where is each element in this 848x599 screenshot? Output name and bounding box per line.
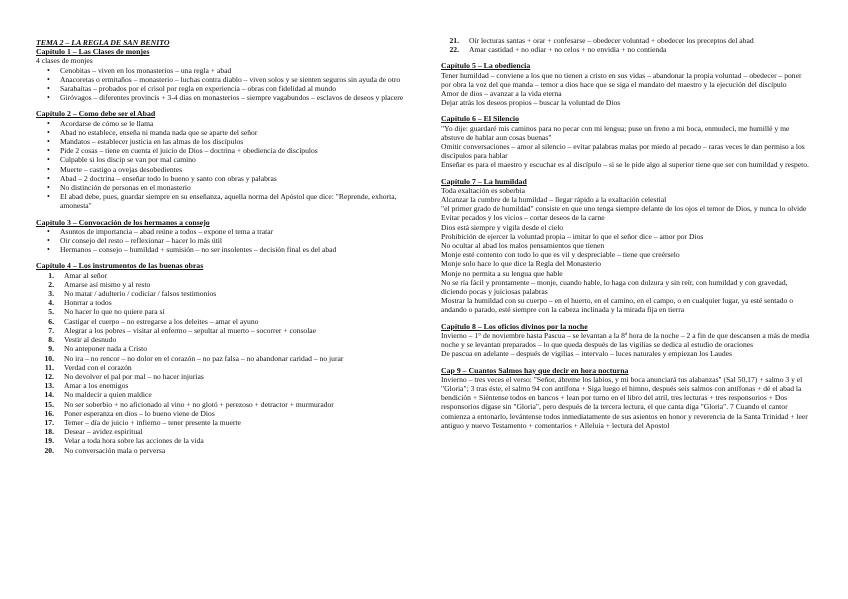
numbered-item	[48, 298, 416, 308]
chapter-4-title: Capítulo 4 – Los instrumentos de las buenas obras	[36, 261, 204, 271]
numbered-item	[44, 417, 416, 427]
item-number: 15.	[44, 399, 54, 409]
item-text: Amarse así mismo y al resto	[64, 279, 151, 289]
chapter-3	[36, 218, 416, 255]
item-number: 4.	[48, 298, 54, 308]
paragraph-line: Invierno – tres veces el verso: "Señor, ábreme los labios, y mi boca anunciará tus alabanzas" (Sal 50,17) + salmo 3 y el "Gloria"; 3 tras éste, el salmo 94 con antífona + Siga luego el himno, después seis salmos con antífonas + dé el abad la bendición + Siéntense todos en bancos + lean por turno en el libro del atril, tres lecturas + tres responsorios + Dos responsorios dígase sin "Gloria", pero después de la tercera lectura, el que canta diga "Gloria". 7 Cuando el cantor comienza a entonarlo, levántense todos inmediatamente de sus asientos en honor y reverencia de la Santa Trinidad + leer antiguo y nuevo Testamento + comentarios + Alleluia + lectura del Apostol	[441, 374, 808, 430]
paragraph-line: Prohibición de ejercer la voluntad propia – imitar lo que el señor dice – amor por Dios	[441, 231, 704, 241]
list-item: • Abad – 2 doctrina – enseñar todo lo bueno y santo con obras y palabras	[60, 174, 416, 183]
chapter-3-title: Capítulo 3 – Convocación de los hermanos a consejo	[36, 217, 210, 227]
item-number: 11.	[44, 362, 54, 372]
item-text: No ira – no rencor – no dolor en el corazón – no paz falsa – no abandonar caridad – no jurar	[64, 353, 344, 363]
chapter-4-continued	[441, 36, 813, 54]
paragraph-line: Toda exaltación es soberbia	[441, 185, 526, 195]
paragraph-line: Monje esté contento con todo lo que es vil y despreciable – tiene que creérselo	[441, 250, 680, 260]
item-text: No matar / adulterio / codiciar / falsos testimonios	[64, 289, 217, 299]
numbered-item	[44, 427, 416, 437]
numbered-item	[44, 399, 416, 409]
item-text: Vestir al desnudo	[64, 335, 117, 345]
paragraph-line: Mostrar la humildad con su cuerpo – en el huerto, en el camino, en el campo, o en cualquier lugar, ya esté sentado o andando o parado, esté siempre con la cabeza inclinada y la mirada fija en tierra	[441, 296, 794, 315]
paragraph-line: Monje no permita a su lengua que hable	[441, 268, 563, 278]
chapter-4-list	[36, 271, 416, 455]
numbered-item	[48, 344, 416, 354]
item-text: Honrrar a todos	[64, 298, 112, 308]
numbered-item	[44, 381, 416, 391]
chapter-2	[36, 109, 416, 210]
paragraph-line: "el primer grado de humildad" consiste en que uno tenga siempre delante de los ojos el temor de Dios, y nunca lo olvide	[441, 204, 807, 214]
item-text: Poner esperanza en dios – lo bueno viene de Dios	[64, 408, 215, 418]
paragraph-line: "Yo dije: guardaré mis caminos para no pecar con mi lengua; puse un freno a mi boca, enmudecí, me humillé y me abstuve de hablar aun cosas buenas"	[441, 123, 790, 142]
list-item: • Culpable si los discip se van por mal camino	[60, 155, 416, 164]
item-number: 1.	[48, 270, 54, 280]
list-item: • Hermanos – consejo – humildad + sumisión – no ser insolentes – decisión final es del abad	[60, 245, 416, 254]
chapter-8	[441, 322, 813, 359]
chapter-1-intro: 4 clases de monjes	[36, 56, 93, 66]
item-number: 9.	[48, 344, 54, 354]
list-item: • Sarabaítas – probados por el crisol por regla en experiencia – obras con fidelidad al mundo	[60, 84, 416, 93]
paragraph-line: Monje solo hace lo que dice la Regla del Monasterio	[441, 259, 602, 269]
numbered-item	[44, 445, 416, 455]
numbered-item	[44, 408, 416, 418]
paragraph-line: Dios está siempre y vigila desde el cielo	[441, 222, 564, 232]
chapter-8-title: Capítulo 8 – Los oficios divinos por la noche	[441, 321, 588, 331]
numbered-item	[44, 362, 416, 372]
item-number: 22.	[449, 45, 459, 55]
paragraph-line: No se ría fácil y prontamente – monje, cuando hable, lo haga con dulzura y sin reír, con humildad y con gravedad, diciendo pocas y juiciosas palabras	[441, 277, 788, 297]
numbered-item	[44, 436, 416, 446]
paragraph-line: No ocultar al abad los malos pensamientos que tienen	[441, 241, 605, 251]
item-number: 12.	[44, 371, 54, 381]
numbered-item	[48, 325, 416, 335]
item-number: 5.	[48, 307, 54, 317]
list-item: • Asuntos de importancia – abad reúne a todos – expone el tema a tratar	[60, 227, 416, 236]
item-number: 2.	[48, 279, 54, 289]
item-number: 16.	[44, 408, 54, 418]
item-text: Alegrar a los pobres – visitar al enfermo – sepultar al muerto – socorrer + consolae	[64, 325, 317, 335]
list-item: • Acordarse de cómo se le llama	[60, 119, 416, 128]
item-number: 19.	[44, 436, 54, 446]
chapter-9-title: Cap 9 – Cuantos Salmos hay que decir en hora nocturna	[441, 365, 629, 375]
item-number: 18.	[44, 427, 54, 437]
chapter-9	[441, 366, 813, 430]
chapter-7-title: Capítulo 7 – La humildad	[441, 176, 527, 186]
list-item: • Muerte – castigo a ovejas desobedientes	[60, 165, 416, 174]
paragraph-line: Evitar pecados y los vicios – cortar deseos de la carne	[441, 213, 605, 223]
paragraph-line: Invierno – 1° de noviembre hasta Pascua – se levantan a la 8ª hora de la noche – 2 a fin de que descansen a más de media noche y se levantan preparados – lo que queda después de las vigilias se dedica al estudio de oraciones	[441, 330, 810, 350]
paragraph-line: Alcanzar la cumbre de la humildad – llegar rápido a la exaltación celestial	[441, 195, 667, 205]
item-text: No conversación mala o perversa	[64, 445, 166, 455]
paragraph-line: Omitir conversaciones – amor al silencio – evitar palabras malas por miedo al pecado – raras veces le dan permiso a los discípulos para hablar	[441, 142, 805, 161]
chapter-1-title: Capítulo 1 – Las Clases de monjes	[36, 47, 150, 57]
numbered-item	[449, 45, 813, 55]
numbered-item	[48, 307, 416, 317]
item-text: No anteponer nada a Cristo	[64, 344, 148, 354]
chapter-2-title: Capítulo 2 – Como debe ser el Abad	[36, 109, 156, 119]
numbered-item	[449, 36, 813, 45]
list-item: • Pide 2 cosas – tiene en cuenta el juicio de Dios – doctrina + obediencia de discípulos	[60, 146, 416, 155]
list-item: • No distinción de personas en el monasterio	[60, 183, 416, 192]
list-item: • Cenobitas – viven en los monasterios – una regla + abad	[60, 66, 416, 75]
item-text: No ser soberbio + no aficionado al vino + no glotó + perezoso + detractor + murmurador	[64, 399, 334, 409]
chapter-5-title: Capítulo 5 – La obediencia	[441, 61, 531, 71]
left-column	[36, 38, 416, 462]
chapter-7	[441, 177, 813, 315]
numbered-item	[48, 289, 416, 299]
item-number: 13.	[44, 381, 54, 391]
paragraph-line: De pascua en adelante – después de vigilias – intervalo – luces naturales y empiezan los Laudes	[441, 349, 732, 359]
item-text: Temer – día de juicio + infierno – tener presente la muerte	[64, 417, 241, 427]
item-number: 14.	[44, 390, 54, 400]
list-item: • Oir consejo del resto – reflexionar – hacer lo más útil	[60, 236, 416, 245]
list-item: • Abad no establece, enseña ni manda nada que se aparte del señor	[60, 128, 416, 137]
paragraph-line: Tener humildad – conviene a los que no tienen a cristo en sus vidas – abandonar la propia voluntad – obedecer – poner por obra la voz del que manda – temor a dios hace que se siga el mandato del maestro y la ejecución del discípulo	[441, 70, 802, 89]
item-number: 10.	[44, 353, 54, 363]
item-text: Oír lecturas santas + orar + confesarse – obedecer voluntad + obedecer los preceptos del abad	[469, 36, 754, 45]
item-text: No hacer lo que no quiere para sí	[64, 307, 165, 317]
chapter-6	[441, 114, 813, 169]
item-text: No maldecir a quien maldice	[64, 390, 152, 400]
item-number: 20.	[44, 445, 54, 455]
numbered-item	[48, 279, 416, 289]
chapter-1	[36, 47, 416, 102]
item-number: 7.	[48, 325, 54, 335]
item-number: 17.	[44, 417, 54, 427]
item-number: 21.	[449, 36, 459, 45]
list-item: • Mandatos – establecer justicia en las almas de los discípulos	[60, 137, 416, 146]
numbered-item	[48, 270, 416, 280]
chapter-3-list	[36, 227, 416, 255]
item-text: Verdad con el corazón	[64, 362, 132, 372]
chapter-4	[36, 261, 416, 454]
item-text: No devolver el pal por mal – no hacer injurias	[64, 371, 204, 381]
chapter-1-list	[36, 66, 416, 103]
chapter-4-continued-list	[441, 36, 813, 54]
item-text: Castigar el cuerpo – no estregarse a los deleites – amar el ayuno	[64, 316, 259, 326]
numbered-item	[48, 316, 416, 326]
list-item: • El abad debe, pues, guardar siempre en su enseñanza, aquella norma del Apóstol que dice: "Reprende, exhorta, amonesta"	[60, 192, 416, 210]
item-number: 3.	[48, 289, 54, 299]
numbered-item	[44, 353, 416, 363]
item-number: 8.	[48, 335, 54, 345]
item-text: Velar a toda hora sobre las acciones de la vida	[64, 436, 204, 446]
paragraph-line: Enseñar es para el maestro y escuchar es al discípulo – si se le pide algo al superior tiene que ser con humildad y respeto.	[441, 160, 809, 170]
chapter-5	[441, 61, 813, 107]
numbered-item	[44, 390, 416, 400]
item-text: Amar a los enemigos	[64, 381, 129, 391]
paragraph-line: Amor de dios – avanzar a la vida eterna	[441, 89, 562, 99]
paragraph-line: Dejar atrás los deseos propios – buscar la voluntad de Dios	[441, 98, 621, 108]
document-title: TEMA 2 – LA REGLA DE SAN BENITO	[36, 38, 170, 47]
item-number: 6.	[48, 316, 54, 326]
item-text: Amar al señor	[64, 270, 108, 280]
right-column	[441, 36, 813, 437]
numbered-item	[44, 371, 416, 381]
list-item: • Anacoretas o ermitaños – monasterio – luchas contra diablo – viven solos y se sienten seguros sin ayuda de otro	[60, 75, 416, 84]
chapter-2-list	[36, 119, 416, 211]
item-text: Desear – avidez espiritual	[64, 427, 143, 437]
numbered-item	[48, 335, 416, 345]
list-item: • Giróvagos – diferentes provincis + 3-4 días en monasterios – siempre vagabundos – esclavos de deseos y placere	[60, 93, 416, 102]
item-text: Amar castidad + no odiar + no celos + no envidia + no contienda	[469, 45, 667, 55]
chapter-6-title: Capítulo 6 – El Silencio	[441, 114, 519, 124]
